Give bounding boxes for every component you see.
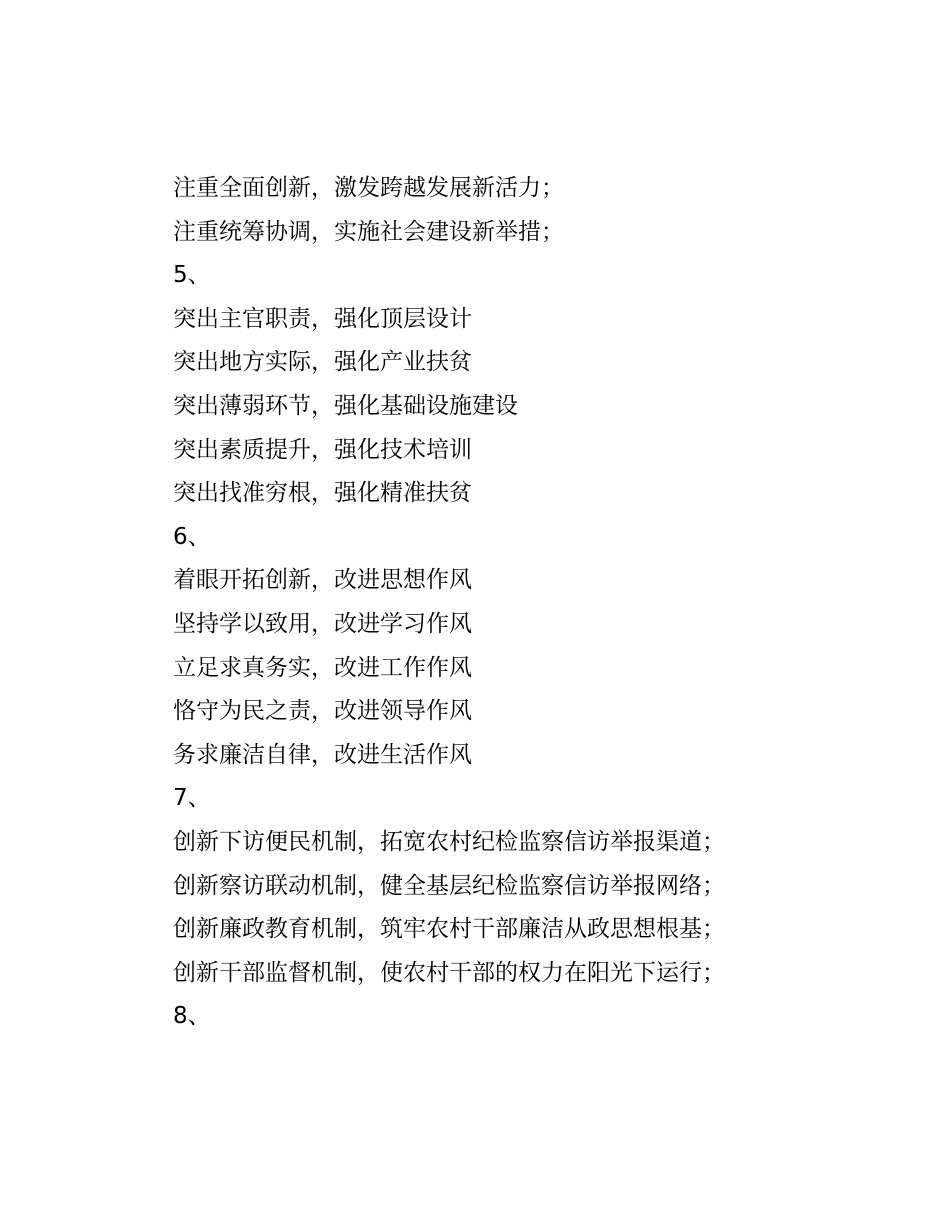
text-line: 务求廉洁自律，改进生活作风 <box>173 741 472 768</box>
text-line: 着眼开拓创新，改进思想作风 <box>173 567 472 594</box>
section-number: 6、 <box>173 523 211 550</box>
text-line: 突出薄弱环节，强化基础设施建设 <box>173 392 518 419</box>
text-line: 突出素质提升，强化技术培训 <box>173 436 472 463</box>
text-line: 创新廉政教育机制，筑牢农村干部廉洁从政思想根基； <box>173 916 725 943</box>
text-line: 突出主官职责，强化顶层设计 <box>173 305 472 332</box>
text-line: 突出地方实际，强化产业扶贫 <box>173 349 472 376</box>
text-line: 注重全面创新，激发跨越发展新活力； <box>173 175 564 201</box>
text-line: 突出找准穷根，强化精准扶贫 <box>173 480 472 507</box>
text-line: 注重统筹协调，实施社会建设新举措； <box>173 218 564 245</box>
text-line: 创新干部监督机制，使农村干部的权力在阳光下运行； <box>173 959 725 986</box>
document-body <box>173 167 873 1039</box>
text-line: 创新察访联动机制，健全基层纪检监察信访举报网络； <box>173 872 725 899</box>
text-line: 创新下访便民机制，拓宽农村纪检监察信访举报渠道； <box>173 828 725 855</box>
text-line: 恪守为民之责，改进领导作风 <box>173 698 472 725</box>
text-line: 坚持学以致用，改进学习作风 <box>173 610 472 637</box>
section-number: 8、 <box>173 1003 211 1030</box>
section-number: 5、 <box>173 262 211 289</box>
section-number: 7、 <box>173 785 211 812</box>
text-line: 立足求真务实，改进工作作风 <box>173 654 472 681</box>
